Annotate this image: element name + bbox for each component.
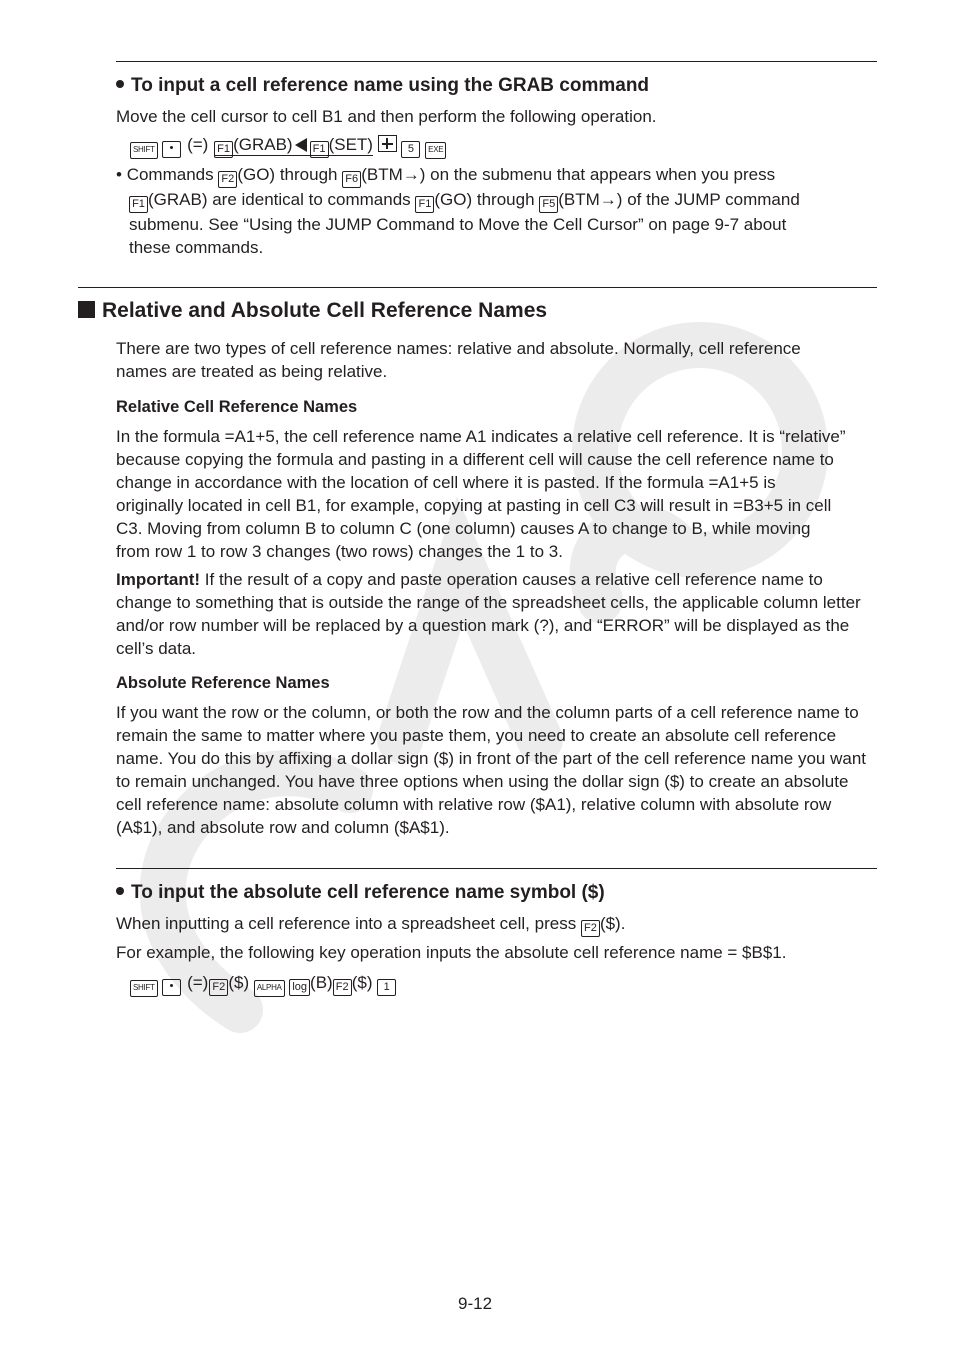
f1-key-2: F1	[310, 141, 329, 158]
note-text: (BTM→) of the JUMP command	[558, 190, 800, 209]
plus-key-icon	[378, 135, 397, 152]
grab-label: (GRAB)	[233, 135, 293, 154]
f2-key: F2	[209, 979, 228, 996]
note-text: Commands	[126, 165, 219, 184]
note-text: (GO) through	[434, 190, 540, 209]
f1-key: F1	[129, 196, 148, 213]
set-label: (SET)	[328, 135, 373, 154]
note-text: (GRAB) are identical to commands	[148, 190, 416, 209]
f1-key: F1	[214, 141, 233, 158]
note-text: (BTM→) on the submenu that appears when you press	[361, 165, 776, 184]
page-number: 9-12	[458, 1294, 493, 1313]
equals-label: (=)	[187, 135, 209, 154]
bullet-icon	[116, 887, 124, 895]
relabs-intro: There are two types of cell reference names: relative and absolute. Normally, cell reference names are treated as being relative.	[116, 339, 801, 381]
log-key: log	[289, 979, 310, 996]
grab-underlined-ops	[214, 135, 373, 156]
one-key: 1	[377, 979, 396, 996]
relabs-section-title	[78, 299, 547, 322]
f6-key: F6	[342, 171, 361, 188]
dollar-section-title	[116, 881, 605, 904]
top-rule	[116, 61, 877, 62]
dot-key	[162, 979, 181, 996]
grab-key-operation	[130, 133, 446, 159]
important-label: Important!	[116, 570, 201, 589]
shift-key: SHIFT	[130, 142, 158, 159]
bullet-icon	[116, 80, 124, 88]
dollar-line-2: For example, the following key operation inputs the absolute cell reference name = $B$1.	[116, 943, 787, 962]
square-bullet-icon	[78, 301, 95, 318]
grab-section-title	[116, 74, 649, 97]
absolute-body: If you want the row or the column, or both the row and the column parts of a cell reference name to remain the same to matter where you paste them, you need to create an absolute cell reference name. You do this by affixing a dollar sign ($) in front of the part of the cell reference name you want to remain unchanged. You have three options when using the dollar sign ($) to create an absolute cell reference name: absolute column with relative row ($A1), relative column with absolute row (A$1), and absolute row and column ($A$1).	[116, 703, 867, 837]
relative-heading: Relative Cell Reference Names	[116, 398, 358, 416]
equals-label: (=)	[187, 973, 209, 992]
dollar-key-operation	[130, 971, 396, 997]
section-rule-3	[116, 868, 877, 869]
shift-key: SHIFT	[130, 980, 158, 997]
note-line-1	[116, 163, 886, 188]
f2-key: F2	[581, 920, 600, 937]
f1-key: F1	[415, 196, 434, 213]
f2-key: F2	[218, 171, 237, 188]
dollar-label-2: ($)	[351, 973, 373, 992]
important-paragraph	[116, 568, 876, 660]
five-key: 5	[401, 141, 420, 158]
note-text: (GO) through	[237, 165, 343, 184]
dollar-label: ($)	[228, 973, 250, 992]
note-line-2	[116, 188, 886, 213]
f5-key: F5	[539, 196, 558, 213]
absolute-heading: Absolute Reference Names	[116, 674, 330, 692]
b-label: (B)	[310, 973, 333, 992]
dot-key	[162, 141, 181, 158]
grab-title-text: To input a cell reference name using the GRAB command	[131, 75, 650, 96]
note-bullet: •	[116, 165, 127, 184]
f2-key-2: F2	[333, 979, 352, 996]
dollar-line-1	[116, 912, 625, 937]
grab-note	[116, 163, 886, 259]
note-line-4: these commands.	[129, 238, 264, 257]
exe-key: EXE	[425, 142, 446, 159]
important-body: If the result of a copy and paste operation causes a relative cell reference name to change to something that is outside the range of the spreadsheet cells, the applicable column letter and/or row number will be replaced by a question mark (?), and “ERROR” will be displayed as the cell’s data.	[116, 570, 861, 658]
section-rule	[78, 287, 877, 288]
dollar-title-text: To input the absolute cell reference name symbol ($)	[131, 882, 605, 903]
relative-body: In the formula =A1+5, the cell reference name A1 indicates a relative cell reference. It is “relative” because copying the formula and pasting in a different cell will cause the cell reference name to change in accordance with the location of cell where it is pasted. If the formula =A1+5 is originally located in cell B1, for example, copying at pasting in cell C3 will result in =B3+5 in cell C3. Moving from column B to column C (one column) causes A to change to B, while moving from row 1 to row 3 changes (two rows) changes the 1 to 3.	[116, 427, 846, 561]
alpha-key: ALPHA	[254, 980, 285, 997]
dollar-line-text: ($).	[599, 914, 626, 933]
grab-intro: Move the cell cursor to cell B1 and then perform the following operation.	[116, 107, 657, 126]
note-line-3: submenu. See “Using the JUMP Command to Move the Cell Cursor” on page 9-7 about	[129, 215, 787, 234]
relabs-title-text: Relative and Absolute Cell Reference Names	[102, 299, 548, 322]
dollar-line-text: When inputting a cell reference into a spreadsheet cell, press	[116, 914, 581, 933]
left-arrow-icon	[295, 138, 307, 152]
